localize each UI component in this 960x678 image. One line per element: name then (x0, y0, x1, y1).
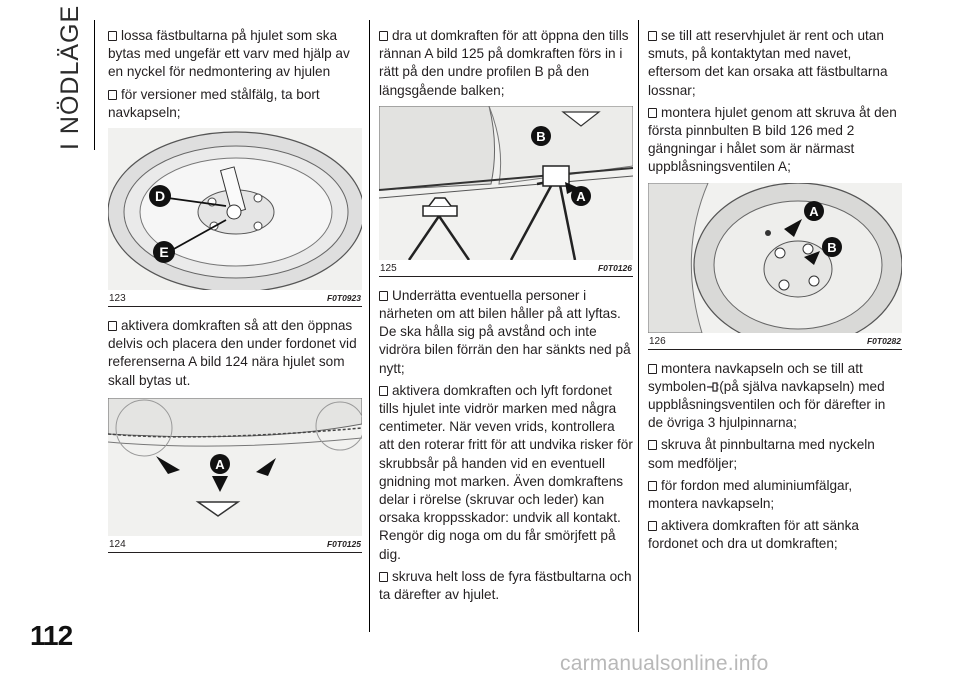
figure-caption (108, 536, 362, 552)
list-item (648, 360, 902, 433)
instruction-text: (på själva navkapseln) med uppblåsningsventilen och för därefter in de övriga 3 hjulpinnarna; (648, 378, 886, 431)
column-2 (379, 27, 633, 608)
figure-caption (379, 260, 633, 276)
jack-reference-illustration (108, 398, 362, 536)
sidebar-rule (94, 20, 95, 150)
figure-code: F0T0282 (866, 335, 901, 346)
checkbox-bullet-icon (648, 440, 657, 450)
callout-label-e: E (159, 244, 169, 261)
column-3 (648, 27, 902, 558)
figure-caption (108, 290, 362, 306)
list-item (379, 27, 633, 100)
instruction-text: se till att reservhjulet är rent och utan smuts, på kontaktytan med navet, eftersom det kan orsaka att fästbultarna lossnar; (648, 28, 888, 98)
instruction-text: för fordon med aluminiumfälgar, montera navkapseln; (648, 477, 853, 512)
callout-label-a: A (215, 456, 225, 472)
callout-label-a: A (809, 203, 819, 219)
instruction-text: aktivera domkraften för att sänka fordonet och dra ut domkraften; (648, 518, 859, 552)
wheel-bolts-illustration (108, 128, 362, 290)
list-item (379, 568, 633, 604)
callout-label-d: D (154, 188, 166, 205)
figure-number: 126 (649, 335, 666, 347)
instruction-text: montera hjulet genom att skruva åt den första pinnbulten B bild 126 med 2 gängningar i hålet som är närmast uppblåsningsventilen A; (648, 104, 897, 175)
checkbox-bullet-icon (648, 108, 657, 118)
instruction-text: dra ut domkraften för att öppna den tills rännan A bild 125 på domkraften förs in i rätt på den undre profilen B på den längsgående balken; (379, 28, 629, 98)
checkbox-bullet-icon (379, 386, 388, 396)
figure-code: F0T0923 (326, 293, 361, 304)
list-item (648, 517, 902, 553)
checkbox-bullet-icon (379, 291, 388, 301)
list-item (648, 477, 902, 513)
instruction-text: Underrätta eventuella personer i närheten om att bilen håller på att lyftas. De ska hålla sig på avstånd och inte vidröra bilen förrän den har sänkts ned på nytt; (379, 287, 631, 376)
checkbox-bullet-icon (379, 572, 388, 582)
figure-number: 125 (380, 262, 397, 274)
instruction-text: montera navkapseln och se till att symbolen (648, 360, 863, 394)
checkbox-bullet-icon (108, 31, 117, 41)
instruction-text: för versioner med stålfälg, ta bort navkapseln; (108, 86, 320, 120)
instruction-text: aktivera domkraften så att den öppnas delvis och placera den under fordonet vid referenserna A bild 124 nära hjulet som skall bytas ut. (108, 318, 357, 388)
figure-caption (648, 333, 902, 349)
callout-label-b: B (827, 239, 837, 255)
figure-126 (648, 183, 902, 350)
list-item (108, 317, 362, 390)
callout-label-a: A (576, 188, 586, 204)
list-item (108, 27, 362, 82)
spare-wheel-mount-illustration (648, 183, 902, 333)
checkbox-bullet-icon (648, 481, 657, 491)
watermark: carmanualsonline.info (560, 652, 769, 675)
list-item (379, 382, 633, 564)
checkbox-bullet-icon (108, 90, 117, 100)
instruction-text: lossa fästbultarna på hjulet som ska bytas med ungefär ett varv med hjälp av en nyckel för nedmontering av hjulen (108, 28, 350, 80)
column-divider-1 (369, 20, 370, 632)
instruction-text: skruva åt pinnbultarna med nyckeln som medföljer; (648, 437, 875, 471)
column-1 (108, 27, 362, 563)
instruction-text: skruva helt loss de fyra fästbultarna och ta därefter av hjulet. (379, 568, 632, 603)
section-title: I NÖDLÄGE (56, 4, 84, 150)
jack-rail-illustration (379, 106, 633, 260)
instruction-text: aktivera domkraften och lyft fordonet tills hjulet inte vidrör marken med några centimeter. När veven vrids, kontrollera att den roterar fritt för att undvika risker för skrubbsår på handen vid en eventuell gnidning mot marken. Även domkraftens delar i rörelse (skruvar och leder) kan orsaka kroppsskador: undvik all kontakt. Rengör dig noga om du får smörjfett på dig. (379, 382, 633, 562)
figure-123 (108, 128, 362, 307)
checkbox-bullet-icon (108, 321, 117, 331)
list-item (648, 104, 902, 177)
list-item (108, 86, 362, 122)
list-item (648, 27, 902, 100)
checkbox-bullet-icon (648, 364, 657, 374)
figure-number: 124 (109, 538, 126, 550)
checkbox-bullet-icon (379, 31, 388, 41)
figure-125 (379, 106, 633, 277)
list-item (648, 436, 902, 472)
list-item (379, 287, 633, 378)
figure-124 (108, 398, 362, 553)
page-number: 112 (30, 620, 73, 651)
checkbox-bullet-icon (648, 521, 657, 531)
figure-code: F0T0125 (326, 538, 361, 549)
callout-label-b: B (536, 128, 546, 144)
checkbox-bullet-icon (648, 31, 657, 41)
valve-symbol-icon (706, 381, 719, 393)
figure-code: F0T0126 (597, 262, 632, 273)
figure-number: 123 (109, 293, 126, 305)
column-divider-2 (638, 20, 639, 632)
